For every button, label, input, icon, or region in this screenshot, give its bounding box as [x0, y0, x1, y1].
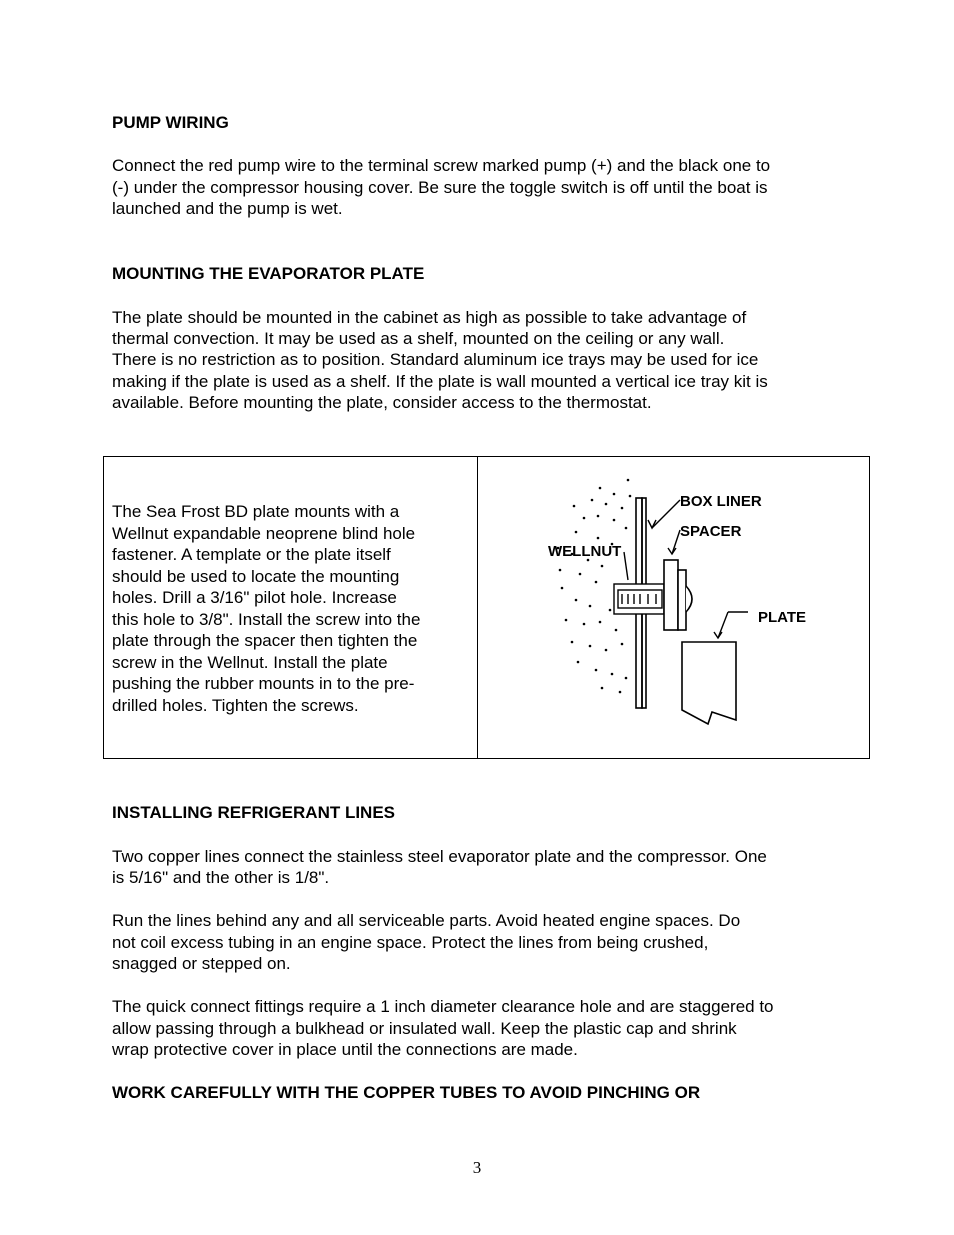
table-text-line: holes. Drill a 3/16" pilot hole. Increase	[112, 588, 397, 607]
mounting-line: The plate should be mounted in the cabinet as high as possible to take advantage of	[112, 308, 747, 327]
refrigerant-line: The quick connect fittings require a 1 inch diameter clearance hole and are staggered to	[112, 997, 774, 1016]
table-text-line: should be used to locate the mounting	[112, 567, 400, 586]
label-box-liner: BOX LINER	[680, 493, 762, 510]
mounting-line: thermal convection. It may be used as a shelf, mounted on the ceiling or any wall.	[112, 329, 725, 348]
warning-copper-tubes: WORK CAREFULLY WITH THE COPPER TUBES TO AVOID PINCHING OR	[112, 1083, 701, 1102]
table-text-line: The Sea Frost BD plate mounts with a	[112, 502, 400, 521]
heading-installing-refrigerant-lines: INSTALLING REFRIGERANT LINES	[112, 803, 396, 822]
label-spacer: SPACER	[680, 523, 742, 540]
refrigerant-line: Run the lines behind any and all serviceable parts. Avoid heated engine spaces. Do	[112, 911, 741, 930]
wellnut-mounting-diagram	[540, 474, 810, 734]
heading-mounting-evaporator-plate: MOUNTING THE EVAPORATOR PLATE	[112, 264, 425, 283]
table-text-line: drilled holes. Tighten the screws.	[112, 696, 359, 715]
table-text-line: Wellnut expandable neoprene blind hole	[112, 524, 416, 543]
wellnut-fastener	[614, 584, 664, 614]
refrigerant-line: Two copper lines connect the stainless steel evaporator plate and the compressor. One	[112, 847, 767, 866]
page-number: 3	[472, 1158, 482, 1177]
table-text-line: this hole to 3/8". Install the screw into the	[112, 610, 421, 629]
plate-fragment	[682, 642, 736, 724]
mounting-line: available. Before mounting the plate, consider access to the thermostat.	[112, 393, 652, 412]
spacer	[664, 560, 692, 630]
label-wellnut: WELLNUT	[548, 543, 622, 560]
pump-wiring-line: launched and the pump is wet.	[112, 199, 343, 218]
table-text-line: fastener. A template or the plate itself	[112, 545, 391, 564]
table-divider	[477, 457, 478, 758]
mounting-line: There is no restriction as to position. Standard aluminum ice trays may be used for ice	[112, 350, 759, 369]
table-text-line: plate through the spacer then tighten the	[112, 631, 418, 650]
pump-wiring-line: (-) under the compressor housing cover. Be sure the toggle switch is off until the boat is	[112, 178, 768, 197]
refrigerant-line: not coil excess tubing in an engine space. Protect the lines from being crushed,	[112, 933, 709, 952]
mounting-line: making if the plate is used as a shelf. If the plate is wall mounted a vertical ice tray kit is	[112, 372, 768, 391]
label-plate: PLATE	[758, 609, 807, 626]
table-text-line: pushing the rubber mounts in to the pre-	[112, 674, 415, 693]
refrigerant-line: allow passing through a bulkhead or insulated wall. Keep the plastic cap and shrink	[112, 1019, 737, 1038]
pump-wiring-line: Connect the red pump wire to the terminal screw marked pump (+) and the black one to	[112, 156, 771, 175]
refrigerant-line: is 5/16" and the other is 1/8".	[112, 868, 330, 887]
table-text-line: screw in the Wellnut. Install the plate	[112, 653, 388, 672]
refrigerant-line: wrap protective cover in place until the connections are made.	[112, 1040, 578, 1059]
heading-pump-wiring: PUMP WIRING	[112, 113, 229, 132]
refrigerant-line: snagged or stepped on.	[112, 954, 291, 973]
